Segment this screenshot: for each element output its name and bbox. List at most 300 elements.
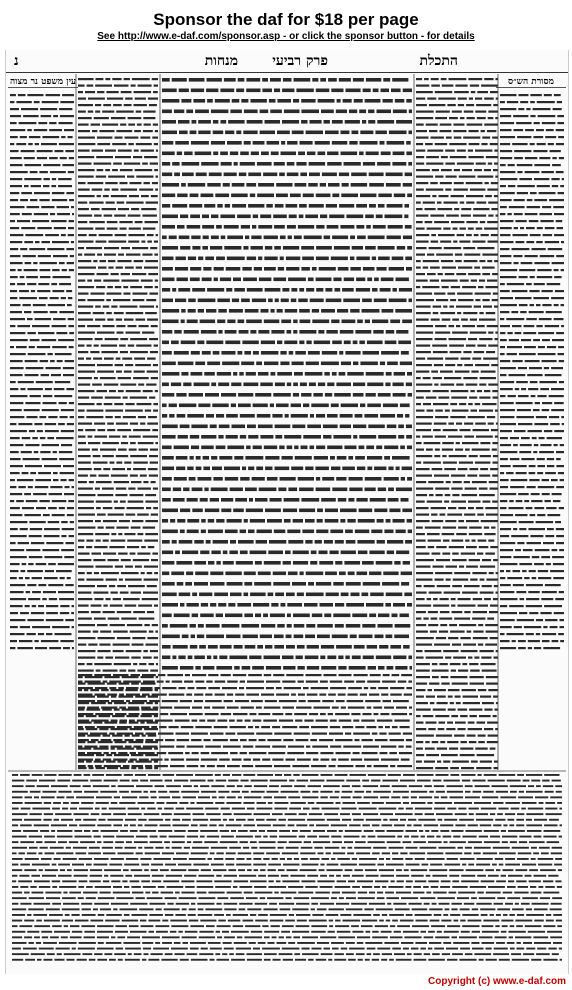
text-word (165, 819, 170, 821)
text-word (455, 85, 467, 87)
text-word (224, 908, 236, 910)
text-word (10, 577, 17, 579)
text-word (544, 774, 559, 776)
text-word (460, 715, 468, 717)
text-word (134, 104, 147, 106)
text-word (522, 802, 537, 804)
text-word (470, 85, 479, 87)
text-word (365, 246, 376, 250)
text-word (441, 920, 451, 922)
text-word (177, 152, 182, 156)
text-word (523, 332, 536, 334)
text-word (10, 108, 19, 110)
text-word (556, 920, 562, 922)
text-word (443, 462, 457, 464)
text-word (322, 700, 334, 702)
text-word (522, 864, 536, 866)
text-word (243, 746, 254, 748)
text-word (416, 195, 430, 197)
text-word (310, 299, 324, 303)
text-word (453, 130, 466, 132)
text-word (479, 488, 488, 490)
text-word (10, 430, 27, 432)
text-word (416, 247, 427, 249)
text-word (277, 309, 283, 313)
text-word (473, 637, 488, 639)
text-word (119, 683, 130, 685)
text-word (277, 131, 290, 135)
text-word (315, 141, 330, 145)
text-word (261, 351, 279, 355)
text-word (10, 437, 20, 439)
text-word (469, 143, 480, 145)
text-word (396, 875, 409, 877)
text-word (12, 886, 18, 888)
text-word (88, 436, 93, 438)
text-word (507, 633, 524, 635)
text-word (522, 570, 527, 572)
text-word (324, 120, 330, 124)
sponsor-link[interactable]: See http://www.e-daf.com/sponsor.asp - or click the sponsor button - for details (97, 31, 475, 42)
text-word (118, 687, 124, 689)
text-word (116, 455, 128, 457)
text-word (180, 666, 194, 670)
text-word (10, 591, 24, 593)
text-word (363, 713, 372, 715)
text-word (452, 319, 459, 321)
text-word (416, 293, 432, 295)
text-word (472, 540, 476, 542)
text-word (85, 676, 103, 678)
text-word (458, 670, 468, 672)
text-word (103, 540, 109, 542)
text-word (207, 836, 219, 838)
text-word (506, 318, 524, 320)
text-word (462, 592, 478, 594)
text-word (151, 796, 157, 798)
text-word (244, 110, 258, 114)
text-word (243, 635, 258, 639)
text-word (470, 579, 477, 581)
text-word (409, 131, 413, 135)
text-word (416, 416, 433, 418)
text-word (172, 204, 187, 208)
text-word (337, 99, 341, 103)
text-word (298, 681, 304, 683)
banner-subtitle[interactable] (0, 30, 572, 43)
text-word (438, 397, 449, 399)
text-word (335, 540, 344, 544)
text-word (482, 702, 494, 704)
text-word (162, 456, 174, 460)
text-word (281, 785, 292, 787)
text-word (96, 78, 104, 80)
text-word (301, 498, 319, 502)
text-word (437, 702, 448, 704)
text-word (437, 761, 441, 763)
text-word (164, 908, 180, 910)
text-word (94, 903, 109, 905)
text-word (20, 199, 28, 201)
text-word (218, 920, 225, 922)
text-word (10, 381, 16, 383)
text-word (147, 572, 153, 574)
text-word (281, 875, 289, 877)
text-word (78, 338, 93, 340)
text-word (140, 920, 146, 922)
text-word (12, 897, 27, 899)
text-word (436, 254, 453, 256)
text-word (393, 700, 409, 702)
text-word (262, 78, 268, 82)
text-word (435, 449, 440, 451)
text-word (149, 663, 155, 665)
text-word (193, 813, 205, 815)
text-word (64, 129, 74, 131)
text-word (133, 663, 137, 665)
text-word (314, 847, 322, 849)
text-word (416, 260, 421, 262)
text-word (459, 566, 464, 568)
text-word (534, 920, 544, 922)
text-word (243, 246, 248, 250)
text-word (43, 402, 57, 404)
text-word (89, 221, 105, 223)
text-word (346, 603, 364, 607)
text-word (508, 164, 515, 166)
text-word (149, 475, 158, 477)
text-word (432, 670, 449, 672)
text-columns-graphic (6, 50, 568, 974)
text-word (102, 442, 119, 444)
text-word (111, 746, 123, 748)
text-word (37, 157, 47, 159)
text-word (88, 111, 93, 113)
text-word (544, 605, 562, 607)
text-word (113, 824, 122, 826)
text-word (506, 570, 510, 572)
text-word (49, 129, 62, 131)
text-word (195, 681, 204, 683)
text-word (424, 442, 441, 444)
text-word (178, 864, 191, 866)
text-word (94, 864, 108, 866)
text-word (134, 130, 141, 132)
text-word (292, 765, 309, 767)
text-word (103, 841, 113, 843)
text-word (430, 280, 439, 282)
text-word (203, 236, 209, 240)
text-word (131, 886, 141, 888)
text-word (92, 830, 98, 832)
text-word (191, 141, 209, 145)
text-word (162, 666, 178, 670)
text-word (129, 722, 139, 724)
text-word (200, 320, 216, 324)
text-word (210, 819, 221, 821)
text-word (140, 137, 150, 139)
text-word (413, 824, 421, 826)
text-word (288, 796, 300, 798)
text-word (543, 234, 553, 236)
text-word (48, 416, 57, 418)
text-word (131, 657, 140, 659)
text-word (400, 362, 412, 366)
text-word (417, 780, 431, 782)
text-word (487, 741, 498, 743)
text-word (190, 278, 200, 282)
text-word (377, 519, 384, 523)
text-word (538, 858, 554, 860)
text-word (245, 456, 263, 460)
text-word (543, 892, 559, 894)
text-word (134, 358, 145, 360)
text-word (117, 611, 131, 613)
text-word (213, 656, 217, 660)
text-word (210, 246, 222, 250)
text-word (344, 341, 351, 345)
text-word (559, 507, 564, 509)
text-word (129, 436, 141, 438)
text-word (326, 852, 331, 854)
text-word (542, 304, 551, 306)
text-word (500, 297, 513, 299)
text-word (545, 472, 556, 474)
text-word (451, 830, 463, 832)
text-word (94, 468, 102, 470)
text-word (261, 694, 274, 696)
text-word (111, 858, 124, 860)
text-word (270, 78, 281, 82)
text-word (84, 830, 90, 832)
text-word (106, 761, 115, 763)
text-word (363, 89, 371, 93)
text-word (258, 330, 269, 334)
text-word (528, 430, 542, 432)
text-word (265, 120, 281, 124)
banner-title[interactable]: Sponsor the daf for $18 per page (153, 10, 419, 29)
text-word (378, 435, 396, 439)
text-word (130, 475, 138, 477)
text-word (509, 339, 519, 341)
text-word (450, 767, 459, 769)
text-word (286, 635, 292, 639)
text-word (79, 808, 93, 810)
text-word (18, 423, 32, 425)
text-word (103, 195, 109, 197)
text-word (30, 199, 37, 201)
text-word (443, 761, 450, 763)
text-word (279, 903, 294, 905)
text-word (539, 802, 544, 804)
text-word (159, 746, 174, 748)
text-word (103, 306, 110, 308)
text-word (162, 530, 178, 534)
text-word (78, 683, 86, 685)
text-word (316, 582, 331, 586)
text-word (144, 267, 158, 269)
text-word (510, 841, 517, 843)
text-word (475, 748, 487, 750)
text-word (145, 852, 160, 854)
text-word (551, 178, 559, 180)
text-word (406, 99, 412, 103)
text-word (100, 449, 116, 451)
text-word (416, 234, 429, 236)
text-word (441, 676, 449, 678)
text-word (325, 572, 337, 576)
text-word (404, 694, 412, 696)
text-word (211, 383, 216, 387)
text-word (470, 886, 486, 888)
text-word (20, 626, 30, 628)
text-word (319, 267, 336, 271)
text-word (93, 592, 108, 594)
text-word (459, 241, 470, 243)
text-word (196, 687, 206, 689)
text-word (336, 802, 341, 804)
text-word (496, 791, 508, 793)
text-word (423, 715, 434, 717)
text-word (440, 241, 451, 243)
text-word (424, 824, 438, 826)
text-word (389, 914, 404, 916)
text-word (350, 267, 361, 271)
text-word (374, 299, 387, 303)
text-word (327, 869, 343, 871)
text-word (113, 631, 128, 633)
text-word (59, 598, 74, 600)
text-word (556, 171, 564, 173)
text-word (241, 707, 254, 709)
text-word (52, 241, 69, 243)
text-word (529, 612, 538, 614)
text-word (305, 635, 315, 639)
text-word (78, 384, 90, 386)
text-word (60, 101, 74, 103)
text-word (141, 150, 154, 152)
text-word (292, 582, 306, 586)
text-word (156, 176, 159, 178)
text-word (465, 540, 469, 542)
text-word (446, 728, 455, 730)
text-word (201, 435, 216, 439)
text-word (108, 559, 119, 561)
text-word (530, 886, 536, 888)
text-word (459, 462, 473, 464)
text-word (393, 603, 405, 607)
text-word (353, 362, 358, 366)
text-word (362, 299, 372, 303)
text-word (517, 774, 524, 776)
text-word (12, 920, 22, 922)
text-word (46, 542, 63, 544)
text-word (114, 312, 124, 314)
text-word (204, 372, 215, 376)
text-word (478, 540, 487, 542)
text-word (93, 455, 101, 457)
text-word (371, 530, 382, 534)
text-word (427, 836, 434, 838)
text-word (550, 423, 560, 425)
text-word (104, 215, 113, 217)
text-word (91, 397, 103, 399)
text-word (246, 89, 260, 93)
text-word (144, 813, 160, 815)
text-word (474, 234, 479, 236)
text-word (294, 858, 299, 860)
text-word (229, 819, 234, 821)
text-word (311, 687, 329, 689)
text-word (453, 124, 464, 126)
text-word (461, 741, 467, 743)
text-word (101, 707, 117, 709)
text-word (338, 666, 346, 670)
text-word (22, 507, 34, 509)
text-word (275, 435, 282, 439)
text-word (276, 183, 292, 187)
text-word (433, 403, 448, 405)
text-word (185, 674, 190, 676)
text-word (542, 206, 551, 208)
text-word (78, 761, 84, 763)
text-word (447, 808, 456, 810)
text-word (12, 774, 18, 776)
text-word (108, 819, 124, 821)
text-word (465, 847, 472, 849)
text-word (356, 257, 369, 261)
text-word (366, 393, 376, 397)
text-word (416, 351, 431, 353)
text-word (10, 255, 21, 257)
text-word (122, 358, 132, 360)
text-word (130, 494, 144, 496)
text-word (401, 674, 412, 676)
text-word (285, 813, 297, 815)
text-word (162, 551, 173, 555)
text-word (104, 780, 118, 782)
text-word (302, 257, 314, 261)
text-word (536, 325, 542, 327)
text-word (26, 549, 40, 551)
text-word (554, 304, 559, 306)
text-word (30, 791, 41, 793)
text-word (500, 143, 510, 145)
text-word (500, 311, 509, 313)
text-word (155, 442, 158, 444)
text-word (416, 202, 421, 204)
text-word (40, 437, 46, 439)
text-word (198, 131, 210, 135)
text-word (61, 430, 74, 432)
text-word (210, 733, 224, 735)
text-word (416, 91, 433, 93)
text-word (460, 908, 470, 910)
text-word (207, 720, 215, 722)
text-word (12, 819, 22, 821)
text-word (155, 925, 169, 927)
sponsor-banner[interactable] (0, 0, 572, 50)
text-word (468, 920, 482, 922)
text-word (65, 584, 73, 586)
text-word (432, 520, 444, 522)
text-word (314, 341, 330, 345)
text-word (406, 141, 411, 145)
text-word (460, 858, 475, 860)
text-word (529, 841, 545, 843)
text-word (402, 509, 412, 513)
text-word (78, 306, 93, 308)
